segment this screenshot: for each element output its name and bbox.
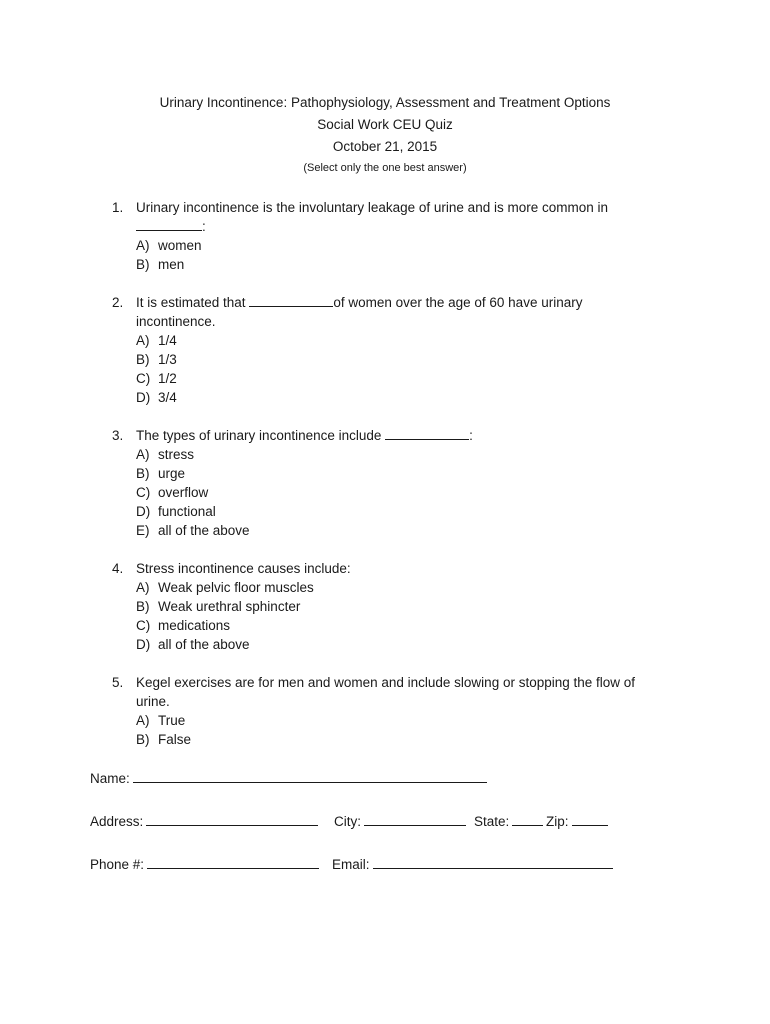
phone-field[interactable]	[147, 854, 319, 869]
option-list	[112, 578, 672, 654]
option-b[interactable]	[136, 350, 672, 369]
question-text	[136, 293, 672, 331]
option-text: medications	[158, 618, 231, 633]
option-letter: C)	[136, 485, 151, 500]
city-field-group	[334, 811, 466, 833]
option-text: overflow	[158, 485, 209, 500]
address-field[interactable]	[146, 811, 318, 826]
option-letter: B)	[136, 466, 150, 481]
option-letter: B)	[136, 257, 150, 272]
option-a[interactable]	[136, 578, 672, 597]
option-letter: D)	[136, 390, 151, 405]
question-text	[136, 198, 672, 236]
address-field-group	[90, 811, 318, 833]
answer-blank	[136, 217, 202, 231]
question-text	[136, 426, 672, 445]
name-row	[90, 768, 730, 790]
option-letter: D)	[136, 504, 151, 519]
question-text-after-blank: of women over the age of 60 have urinary	[333, 295, 583, 310]
question-text: Stress incontinence causes include:	[136, 561, 351, 576]
option-text: 1/3	[158, 352, 177, 367]
name-field[interactable]	[133, 768, 487, 783]
question-text	[136, 673, 672, 711]
option-text: women	[158, 238, 202, 253]
option-letter: C)	[136, 618, 151, 633]
option-letter: A)	[136, 713, 150, 728]
zip-field-group	[546, 811, 608, 833]
document-header	[0, 92, 770, 178]
option-list	[112, 331, 672, 407]
option-text: 3/4	[158, 390, 177, 405]
question-text-suffix: :	[202, 219, 206, 234]
question-2	[112, 293, 672, 407]
option-a[interactable]	[136, 236, 672, 255]
option-text: 1/4	[158, 333, 177, 348]
option-text: 1/2	[158, 371, 177, 386]
state-field-group	[474, 811, 543, 833]
option-letter: D)	[136, 637, 151, 652]
option-letter: B)	[136, 352, 150, 367]
question-number: 1.	[112, 200, 124, 215]
option-a[interactable]	[136, 711, 672, 730]
option-b[interactable]	[136, 464, 672, 483]
question-number: 2.	[112, 295, 124, 310]
option-letter: A)	[136, 238, 150, 253]
question-text-before-blank: It is estimated that	[136, 295, 250, 310]
option-c[interactable]	[136, 616, 672, 635]
email-label: Email:	[332, 857, 370, 872]
question-text-line: incontinence.	[136, 314, 216, 329]
option-d[interactable]	[136, 502, 672, 521]
question-number: 3.	[112, 428, 124, 443]
option-text: all of the above	[158, 523, 250, 538]
city-label: City:	[334, 814, 361, 829]
document-title: Urinary Incontinence: Pathophysiology, Assessment and Treatment Options	[159, 95, 611, 110]
option-a[interactable]	[136, 331, 672, 350]
question-text-after-blank: :	[469, 428, 473, 443]
question-text-line: urine.	[136, 694, 170, 709]
option-b[interactable]	[136, 730, 672, 749]
option-letter: A)	[136, 447, 150, 462]
option-b[interactable]	[136, 597, 672, 616]
option-b[interactable]	[136, 255, 672, 274]
option-text: True	[158, 713, 186, 728]
question-text-line: Urinary incontinence is the involuntary leakage of urine and is more common in	[136, 200, 608, 215]
question-3	[112, 426, 672, 540]
option-a[interactable]	[136, 445, 672, 464]
question-text-before-blank: The types of urinary incontinence include	[136, 428, 386, 443]
option-text: functional	[158, 504, 216, 519]
option-list	[112, 236, 672, 274]
name-label: Name:	[90, 771, 130, 786]
question-4	[112, 559, 672, 654]
option-text: stress	[158, 447, 195, 462]
phone-field-group	[90, 854, 319, 876]
email-field-group	[332, 854, 613, 876]
email-field[interactable]	[373, 854, 613, 869]
option-letter: B)	[136, 732, 150, 747]
question-text-line: Kegel exercises are for men and women and include slowing or stopping the flow of	[136, 675, 636, 690]
option-text: all of the above	[158, 637, 250, 652]
instructions-text: (Select only the one best answer)	[303, 162, 467, 174]
name-field-group	[90, 768, 487, 790]
question-1	[112, 198, 672, 274]
option-list	[112, 445, 672, 540]
phone-label: Phone #:	[90, 857, 145, 872]
option-c[interactable]	[136, 369, 672, 388]
option-e[interactable]	[136, 521, 672, 540]
option-list	[112, 711, 672, 749]
option-text: men	[158, 257, 185, 272]
question-number: 4.	[112, 561, 124, 576]
zip-field[interactable]	[572, 811, 608, 826]
option-letter: A)	[136, 333, 150, 348]
city-field[interactable]	[364, 811, 466, 826]
option-text: Weak pelvic floor muscles	[158, 580, 314, 595]
option-d[interactable]	[136, 388, 672, 407]
option-text: urge	[158, 466, 186, 481]
state-label: State:	[474, 814, 510, 829]
state-field[interactable]	[512, 811, 543, 826]
contact-form	[90, 768, 730, 897]
question-number: 5.	[112, 675, 124, 690]
document-date: October 21, 2015	[332, 139, 438, 154]
address-label: Address:	[90, 814, 144, 829]
question-5	[112, 673, 672, 749]
zip-label: Zip:	[546, 814, 569, 829]
option-letter: C)	[136, 371, 151, 386]
option-d[interactable]	[136, 635, 672, 654]
option-letter: A)	[136, 580, 150, 595]
option-text: Weak urethral sphincter	[158, 599, 301, 614]
answer-blank	[249, 293, 333, 307]
option-letter: E)	[136, 523, 150, 538]
option-text: False	[158, 732, 192, 747]
answer-blank	[385, 426, 469, 440]
phone-row	[90, 854, 730, 876]
question-list	[112, 198, 672, 768]
option-letter: B)	[136, 599, 150, 614]
option-c[interactable]	[136, 483, 672, 502]
address-row	[90, 811, 730, 833]
document-subtitle: Social Work CEU Quiz	[317, 117, 453, 132]
